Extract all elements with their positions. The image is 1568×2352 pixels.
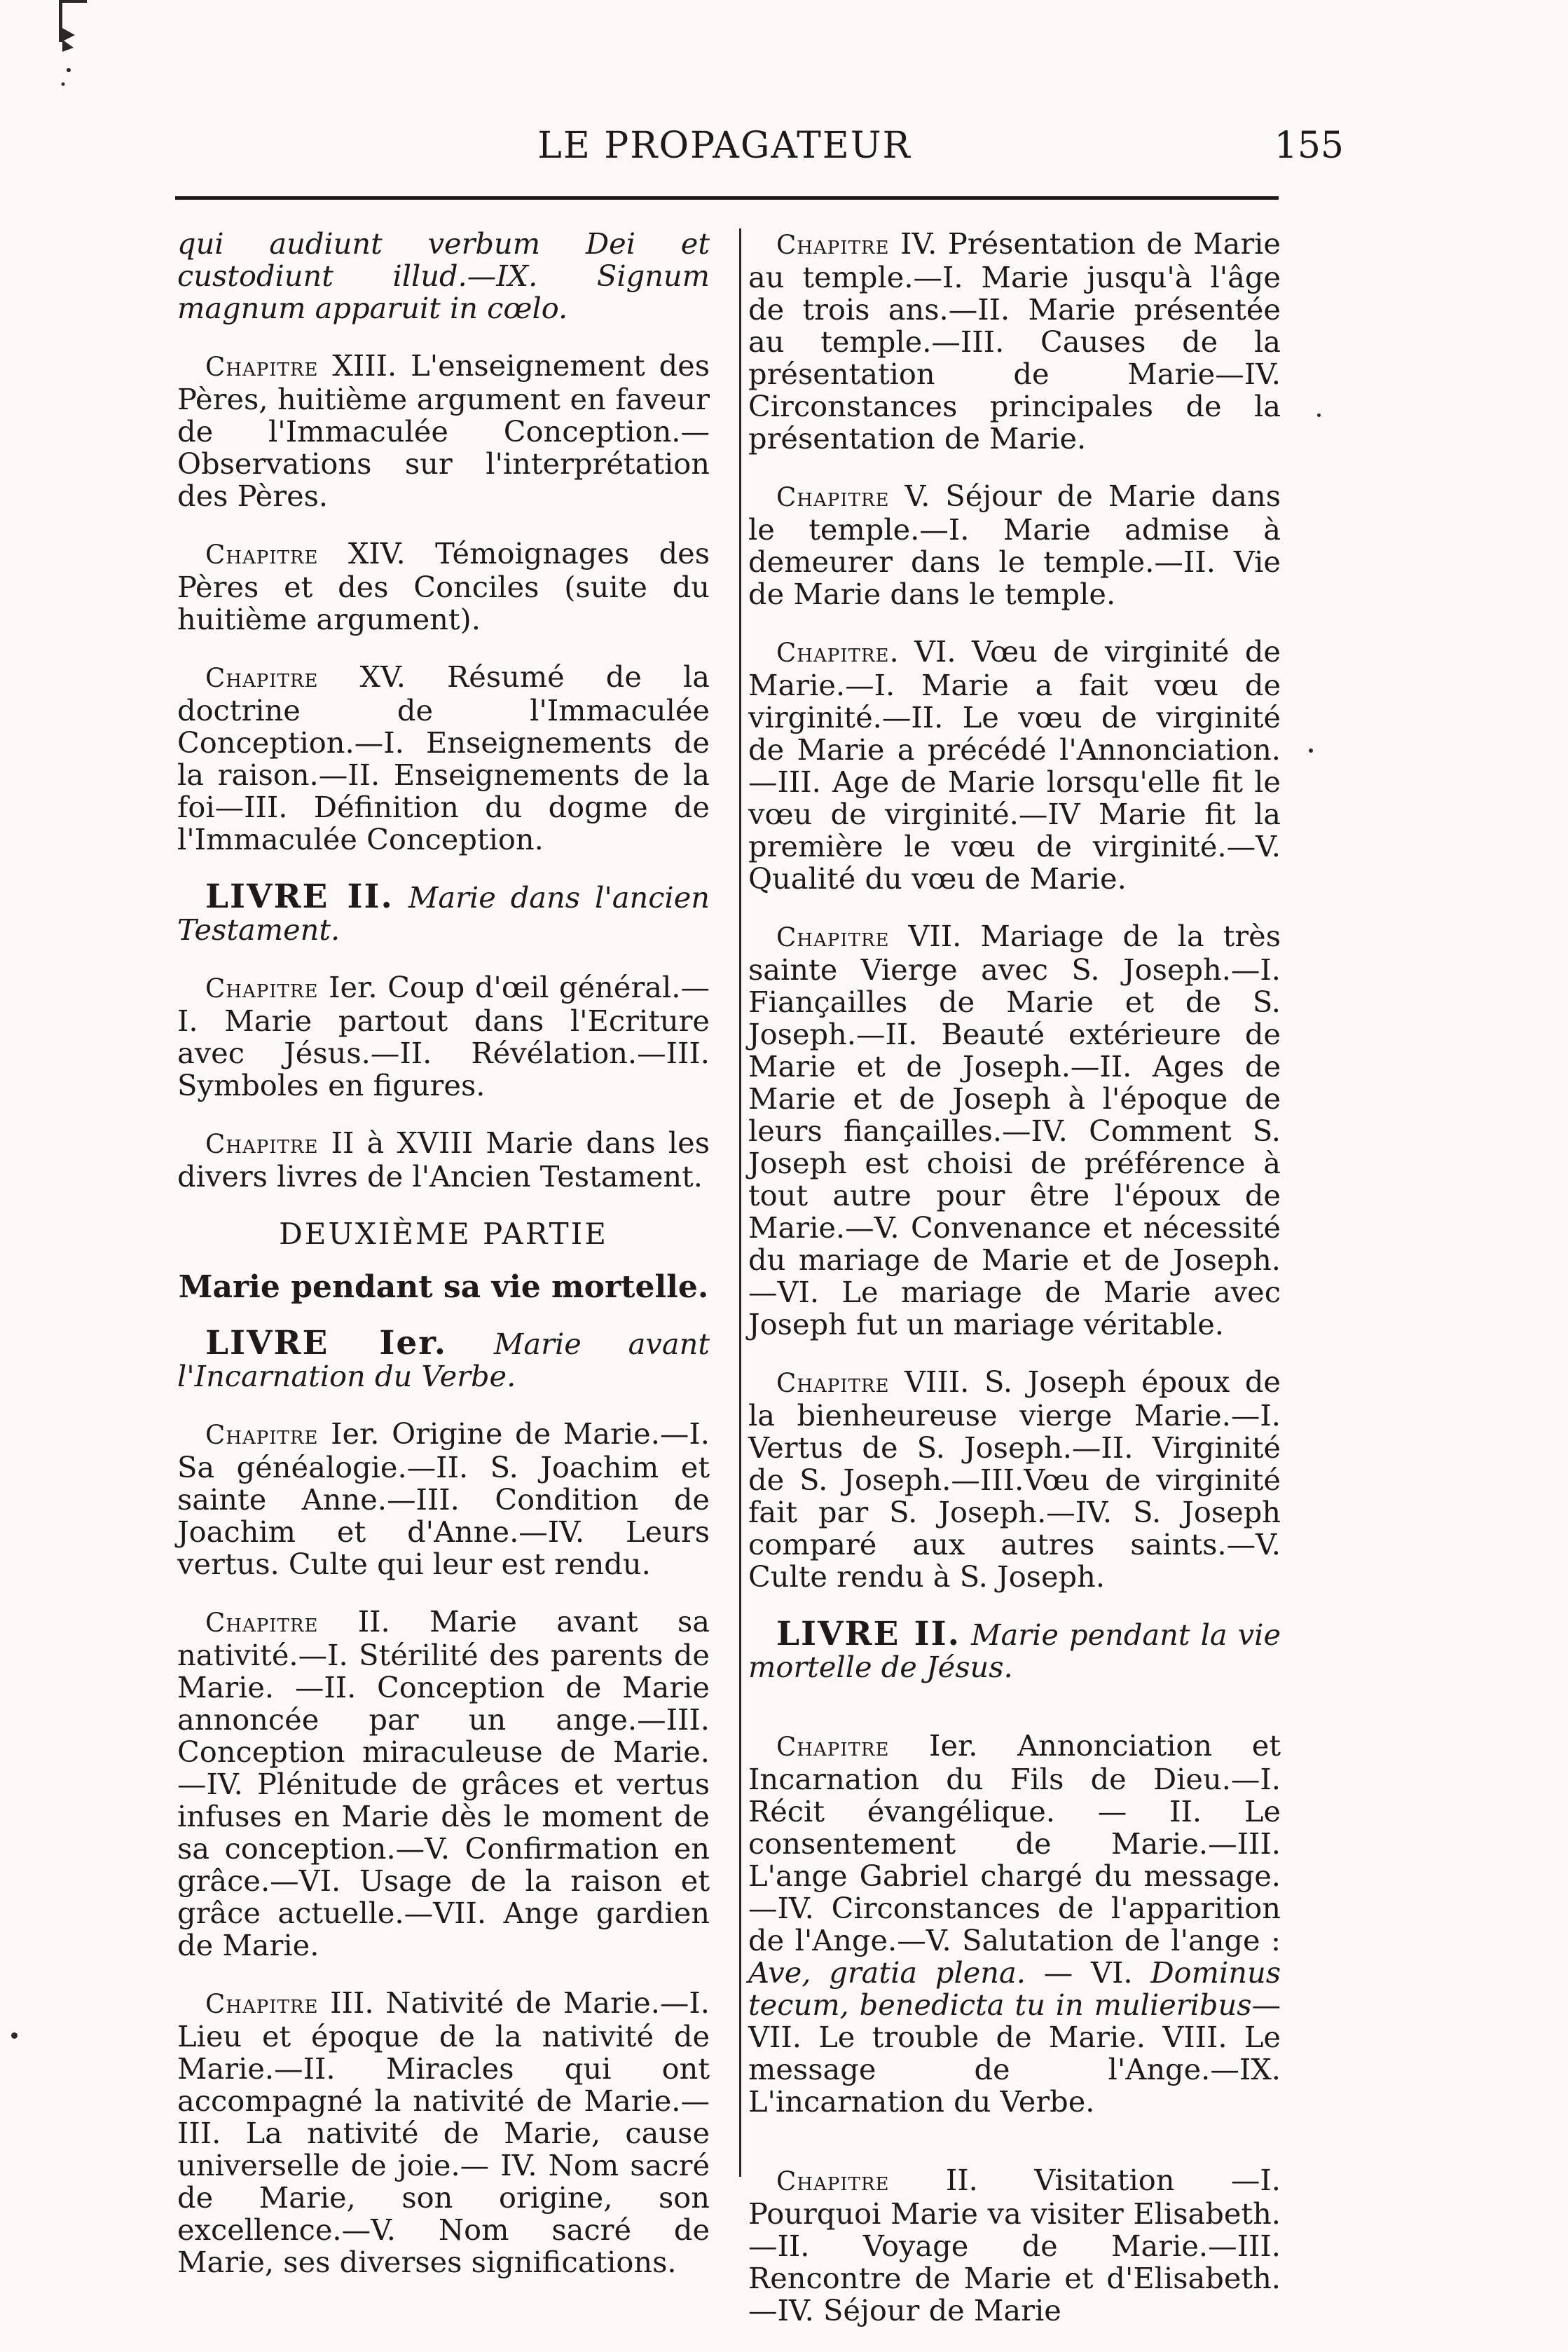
livre-subtitle: Marie dans l'ancien Testament. <box>177 880 710 947</box>
running-head: LE PROPAGATEUR <box>537 125 912 167</box>
livre-heading <box>177 1324 710 1393</box>
chapter-entry-origine <box>177 1418 710 1580</box>
chapter-label: Chapitre <box>776 638 890 668</box>
chapter-entry-voeu <box>748 636 1281 895</box>
chapter-text: Ier. Coup d'œil général.— I. Marie partout dans l'Ecriture avec Jésus.—II. Révélation.—III. Symboles en figures. <box>177 970 710 1102</box>
chapter-entry-mariage <box>748 920 1281 1341</box>
chapter-text: Ier. Origine de Marie.—I. Sa généalogie.—II. S. Joachim et sainte Anne.—III. Condition de Joachim et d'Anne.—IV. Leurs vertus. Culte qui leur est rendu. <box>177 1416 710 1581</box>
chapter-entry-visitation <box>748 2164 1281 2327</box>
chapter-label: Chapitre <box>776 922 890 952</box>
chapter-label: Chapitre <box>776 482 890 512</box>
chapter-text: V. Séjour de Marie dans le temple.—I. Marie admise à demeurer dans le temple.—II. Vie de Marie dans le temple. <box>748 479 1281 611</box>
chapter-text: IV. Présentation de Marie au temple.—I. Marie jusqu'à l'âge de trois ans.—II. Marie présentée au temple.—III. Causes de la présentation de Marie—IV. Circonstances principales de la présentation de Marie. <box>748 226 1281 456</box>
ink-speck <box>1317 413 1321 417</box>
chapter-text: II. Marie avant sa nativité.—I. Stérilité des parents de Marie. —II. Conception de Marie annoncée par un ange.—III. Conception miraculeuse de Marie.—IV. Plénitude de grâces et vertus infuses en Marie dès le moment de sa conception.—V. Confirmation en grâce.—VI. Usage de la raison et grâce actuelle.—VII. Ange gardien de Marie. <box>177 1604 710 1962</box>
chapter-label: Chapitre <box>205 540 319 570</box>
latin-quote: Ave, gratia plena. <box>748 1955 1026 1990</box>
chapter-label: Chapitre <box>776 1732 890 1762</box>
chapter-entry-ii-xviii <box>177 1127 710 1193</box>
chapter-label: Chapitre <box>776 1368 890 1398</box>
chapter-entry-nativite <box>177 1987 710 2278</box>
chapter-label: Chapitre <box>205 352 319 382</box>
page-number: 155 <box>1274 125 1344 167</box>
livre-heading <box>177 877 710 947</box>
chapter-text: VIII. S. Joseph époux de la bienheureuse vierge Marie.—I. Vertus de S. Joseph.—II. Virginité de S. Joseph.—III.Vœu de virginité fait par S. Joseph.—IV. S. Joseph comparé aux autres saints.—V. Culte rendu à S. Joseph. <box>748 1365 1281 1594</box>
column-divider <box>739 228 741 2177</box>
left-column <box>177 228 710 2304</box>
chapter-entry-xiv <box>177 538 710 636</box>
chapter-entry-xv <box>177 661 710 856</box>
chapter-label: Chapitre <box>205 1129 319 1159</box>
chapter-text: XIV. Témoignages des Pères et des Conciles (suite du huitième argument). <box>177 536 710 636</box>
chapter-entry-joseph <box>748 1366 1281 1593</box>
chapter-label: Chapitre <box>776 2166 890 2196</box>
chapter-label: Chapitre <box>776 230 890 260</box>
chapter-text: Ier. Annonciation et Incarnation du Fils de Dieu.—I. Récit évangélique. — II. Le consentement de Marie.—III. L'ange Gabriel chargé du message.—IV. Circonstances de l'apparition de l'Ange.—V. Salutation de l'ange : <box>748 1728 1281 1957</box>
chapter-text: XIII. L'enseignement des Pères, huitième argument en faveur de l'Immaculée Conception.— Observations sur l'interprétation des Pères. <box>177 348 710 513</box>
chapter-entry-avant-nativite <box>177 1606 710 1962</box>
part-title: DEUXIÈME PARTIE <box>279 1217 608 1251</box>
latin-quote: Dominus tecum, benedicta tu in mulieribus <box>748 1955 1281 2022</box>
ink-speck <box>11 2032 18 2039</box>
corner-mark <box>55 0 97 98</box>
chapter-entry-annonciation <box>748 1730 1281 2118</box>
livre-title: LIVRE Ier. <box>205 1324 448 1362</box>
chapter-entry-sejour <box>748 480 1281 610</box>
chapter-text: . VI. Vœu de virginité de Marie.—I. Marie a fait vœu de virginité.—II. Le vœu de virginité de Marie a précédé l'Annonciation.—III. Age de Marie lorsqu'elle fit le vœu de virginité.—IV Marie fit la première le vœu de virginité.—V. Qualité du vœu de Marie. <box>748 634 1281 896</box>
livre-title: LIVRE II. <box>205 877 394 916</box>
chapter-text: — VI. <box>1025 1955 1151 1990</box>
livre-subtitle: Marie avant l'Incarnation du Verbe. <box>177 1327 710 1393</box>
chapter-entry-presentation <box>748 228 1281 455</box>
chapter-label: Chapitre <box>205 1420 319 1450</box>
chapter-text: II à XVIII Marie dans les divers livres de l'Ancien Testament. <box>177 1126 710 1194</box>
chapter-label: Chapitre <box>205 973 319 1004</box>
chapter-label: Chapitre <box>205 663 319 693</box>
chapter-text: —VII. Le trouble de Marie. VIII. Le message de l'Ange.—IX. L'incarnation du Verbe. <box>748 1988 1281 2119</box>
livre-title: LIVRE II. <box>776 1615 961 1653</box>
continued-entry: qui audiunt verbum Dei et custodiunt illud.—IX. Signum magnum apparuit in cœlo. <box>177 226 710 325</box>
chapter-text: VII. Mariage de la très sainte Vierge avec S. Joseph.—I. Fiançailles de Marie et de S. Joseph.—II. Beauté extérieure de Marie et de Joseph.—II. Ages de Marie et de Joseph à l'époque de leurs fiançailles.—IV. Comment S. Joseph est choisi de préférence à tout autre pour être l'époux de Marie.—V. Convenance et nécessité du mariage de Marie et de Joseph. —VI. Le mariage de Marie avec Joseph fut un mariage véritable. <box>748 919 1281 1341</box>
right-column <box>748 228 1281 2352</box>
ink-speck <box>1309 748 1313 753</box>
livre-subtitle: Marie pendant la vie mortelle de Jésus. <box>748 1618 1281 1684</box>
header-rule <box>175 196 1279 200</box>
part-subtitle: Marie pendant sa vie mortelle. <box>178 1269 709 1305</box>
spacer <box>748 1709 1281 1730</box>
chapter-label: Chapitre <box>205 1989 319 2019</box>
livre-heading <box>748 1615 1281 1684</box>
page-header <box>175 125 1344 188</box>
chapter-entry-i <box>177 971 710 1102</box>
spacer <box>748 2143 1281 2164</box>
chapter-text: III. Nativité de Marie.—I. Lieu et époque de la nativité de Marie.—II. Miracles qui ont accompagné la nativité de Marie.—III. La nativité de Marie, cause universelle de joie.— IV. Nom sacré de Marie, son origine, son excellence.—V. Nom sacré de Marie, ses diverses significations. <box>177 1985 710 2279</box>
chapter-text: XV. Résumé de la doctrine de l'Immaculée Conception.—I. Enseignements de la raison.—II. Enseignements de la foi—III. Définition du dogme de l'Immaculée Conception. <box>177 659 710 856</box>
chapter-entry-xiii <box>177 350 710 512</box>
chapter-label: Chapitre <box>205 1608 319 1638</box>
chapter-text: II. Visitation —I. Pourquoi Marie va visiter Elisabeth.—II. Voyage de Marie.—III. Rencontre de Marie et d'Elisabeth.—IV. Séjour de Marie <box>748 2163 1281 2327</box>
